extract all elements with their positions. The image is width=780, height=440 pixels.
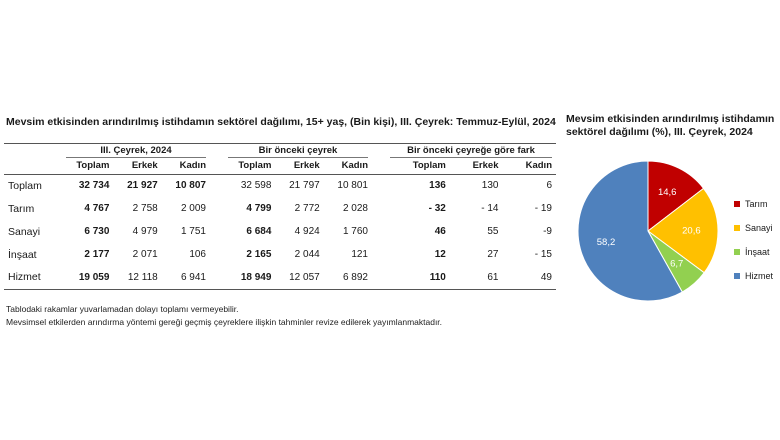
legend-label: Hizmet (745, 271, 774, 281)
row-label: Sanayi (8, 225, 41, 238)
table-cell: -9 (543, 226, 552, 237)
table-title: Mevsim etkisinden arındırılmış istihdamın sektörel dağılımı, 15+ yaş, (Bin kişi), III. Çeyrek: Temmuz-Eylül, 2024 (6, 116, 556, 128)
table-cell: 21 927 (127, 180, 158, 192)
legend-swatch (734, 273, 740, 279)
table-cell: 21 797 (289, 180, 320, 192)
table-cell: 4 924 (294, 226, 320, 237)
legend-label: Sanayi (745, 223, 773, 233)
footnotes (6, 303, 442, 329)
row-label: İnşaat (8, 248, 37, 261)
table-cell: - 19 (534, 203, 552, 214)
table-cell: 27 (487, 249, 499, 260)
table-cell: 46 (434, 226, 446, 237)
table-cell: 110 (386, 266, 450, 289)
slice-value-label: 58,2 (596, 237, 616, 248)
table-cell: 55 (487, 226, 499, 237)
legend-swatch (734, 249, 740, 255)
row-label: Hizmet (4, 266, 62, 289)
table-cell: 12 (434, 249, 446, 260)
row-label: Toplam (8, 179, 42, 192)
table-row (4, 220, 556, 243)
table-cell: 49 (502, 266, 556, 289)
table-cell: 2 177 (84, 249, 110, 260)
group-header-difference: Bir önceki çeyreğe göre fark (390, 145, 552, 158)
table-cell: 12 057 (275, 266, 323, 289)
table-cell: 19 059 (62, 266, 113, 289)
table-cell: 6 892 (324, 266, 372, 289)
table-cell: 2 165 (246, 249, 272, 260)
table-cell: 136 (429, 180, 446, 192)
chart-legend (734, 192, 773, 288)
table-cell: 12 118 (113, 266, 161, 289)
table-cell: 32 598 (240, 180, 272, 192)
table-cell: 1 760 (342, 226, 368, 237)
employment-table (4, 143, 556, 290)
pie-chart (573, 156, 723, 306)
table-row (4, 197, 556, 220)
table-row (4, 243, 556, 266)
table-cell: 6 684 (246, 226, 272, 237)
col-header: Toplam (224, 158, 275, 174)
footnote: Mevsimsel etkilerden arındırma yöntemi gereği geçmiş çeyreklere ilişkin tahminler revize edilerek yayımlanmaktadır. (6, 317, 443, 327)
col-header: Toplam (386, 158, 450, 174)
table-row (4, 174, 556, 197)
table-cell: 18 949 (224, 266, 275, 289)
table-cell: 6 (546, 180, 552, 192)
table-cell: 2 028 (342, 203, 368, 214)
legend-item (734, 192, 773, 216)
table-cell: 2 071 (132, 249, 158, 260)
col-header: Kadın (502, 158, 556, 174)
table-cell: - 32 (428, 203, 446, 214)
table-cell: 32 734 (78, 180, 110, 192)
table-cell: 130 (481, 180, 499, 192)
table-cell: 6 730 (84, 226, 110, 237)
group-header-current: III. Çeyrek, 2024 (66, 145, 206, 158)
legend-item (734, 240, 773, 264)
legend-item (734, 264, 773, 288)
legend-label: Tarım (745, 199, 768, 209)
slice-value-label: 6,7 (670, 258, 684, 270)
legend-label: İnşaat (745, 247, 770, 257)
table-cell: 121 (351, 249, 368, 260)
chart-title: Mevsim etkisinden arındırılmış istihdamın sektörel dağılımı (%), III. Çeyrek, 2024 (566, 113, 775, 138)
table-cell: 4 799 (246, 203, 272, 214)
group-header-previous: Bir önceki çeyrek (228, 145, 368, 158)
row-label: Tarım (8, 202, 35, 215)
slice-value-label: 14,6 (657, 187, 677, 199)
table-cell: 4 979 (132, 226, 158, 237)
col-header: Erkek (113, 158, 161, 174)
col-header: Kadın (324, 158, 372, 174)
table-cell: 106 (189, 249, 206, 260)
footnote: Tablodaki rakamlar yuvarlamadan dolayı toplamı vermeyebilir. (6, 304, 239, 314)
table-cell: 2 772 (294, 203, 320, 214)
table-cell: 4 767 (84, 203, 110, 214)
table-cell: 6 941 (162, 266, 210, 289)
col-header: Erkek (450, 158, 503, 174)
col-header: Erkek (275, 158, 323, 174)
table-cell: 10 807 (175, 180, 206, 192)
table-cell: - 14 (481, 203, 499, 214)
legend-item (734, 216, 773, 240)
legend-swatch (734, 225, 740, 231)
table-cell: - 15 (534, 249, 552, 260)
col-header: Toplam (62, 158, 113, 174)
legend-swatch (734, 201, 740, 207)
table-cell: 2 009 (180, 203, 206, 214)
slice-value-label: 20,6 (682, 225, 701, 237)
col-header: Kadın (162, 158, 210, 174)
table-cell: 10 801 (337, 180, 368, 192)
table-cell: 61 (450, 266, 503, 289)
table-row (4, 266, 556, 289)
table-cell: 2 758 (132, 203, 158, 214)
table-cell: 1 751 (180, 226, 206, 237)
table-cell: 2 044 (294, 249, 320, 260)
